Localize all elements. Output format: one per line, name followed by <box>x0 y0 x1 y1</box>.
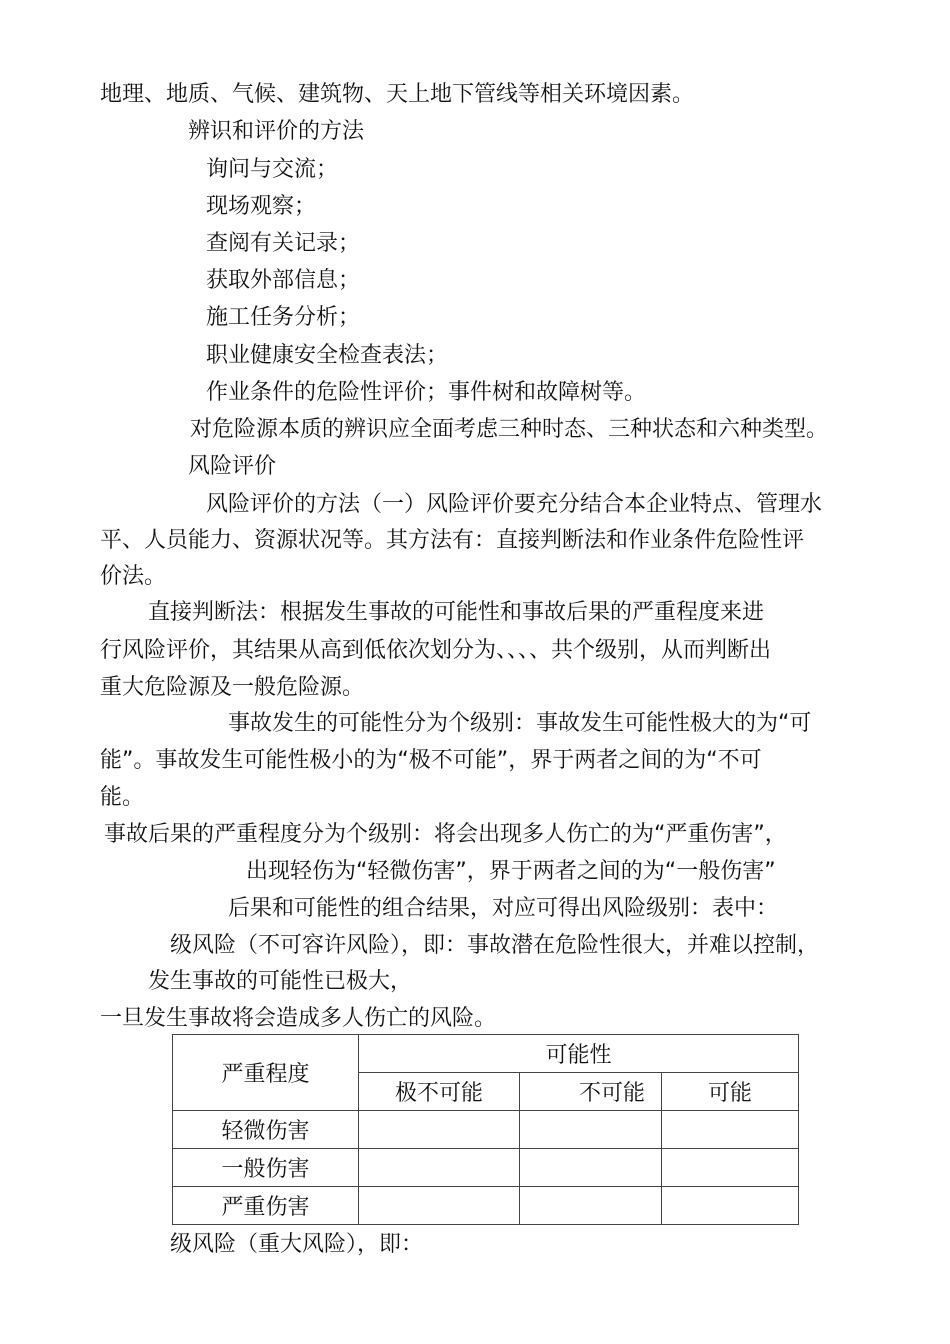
text-line: 出现轻伤为“轻微伤害”，界于两者之间的为“一般伤害” <box>246 859 776 884</box>
table-cell <box>662 1187 799 1225</box>
table-cell <box>359 1111 520 1149</box>
table-cell <box>662 1149 799 1187</box>
text-line: 风险评价的方法（一）风险评价要充分结合本企业特点、管理水 <box>206 492 823 517</box>
column-group-header: 可能性 <box>359 1035 799 1073</box>
text-line: 直接判断法：根据发生事故的可能性和事故后果的严重程度来进 <box>148 600 765 625</box>
table-row <box>173 1187 799 1225</box>
table-cell <box>520 1111 662 1149</box>
column-header: 可能 <box>662 1073 799 1111</box>
table-row <box>173 1111 799 1149</box>
table-cell <box>662 1111 799 1149</box>
row-header-cell: 严重程度 <box>173 1035 359 1111</box>
text-line: 一旦发生事故将会造成多人伤亡的风险。 <box>100 1006 497 1031</box>
text-line: 对危险源本质的辨识应全面考虑三种时态、三种状态和六种类型。 <box>190 417 829 442</box>
table-cell <box>520 1187 662 1225</box>
text-line: 事故后果的严重程度分为个级别：将会出现多人伤亡的为“严重伤害”， <box>104 822 787 847</box>
text-line: 级风险（不可容许风险），即：事故潜在危险性很大，并难以控制， <box>170 933 820 958</box>
text-line: 发生事故的可能性已极大， <box>148 969 413 994</box>
column-header: 不可能 <box>520 1073 662 1111</box>
list-item: 查阅有关记录； <box>206 231 361 256</box>
section-heading: 风险评价 <box>188 454 277 479</box>
list-item: 施工任务分析； <box>206 305 361 330</box>
text-line: 行风险评价，其结果从高到低依次划分为、、、、共个级别，从而判断出 <box>100 638 772 663</box>
text-line: 平、人员能力、资源状况等。其方法有：直接判断法和作业条件危险性评 <box>100 528 805 553</box>
row-label: 轻微伤害 <box>173 1111 359 1149</box>
text-line: 地理、地质、气候、建筑物、天上地下管线等相关环境因素。 <box>100 82 695 107</box>
text-line: 能”。事故发生可能性极小的为“极不可能”，界于两者之间的为“不可 <box>100 748 762 773</box>
table-cell <box>520 1149 662 1187</box>
list-item: 职业健康安全检查表法； <box>206 343 449 368</box>
text-line: 后果和可能性的组合结果，对应可得出风险级别：表中： <box>228 896 779 921</box>
column-header: 极不可能 <box>359 1073 520 1111</box>
table-row <box>173 1149 799 1187</box>
risk-matrix-table <box>172 1034 799 1225</box>
text-line: 能。 <box>100 785 145 810</box>
row-label: 严重伤害 <box>173 1187 359 1225</box>
list-item: 作业条件的危险性评价；事件树和故障树等。 <box>206 380 647 405</box>
text-line: 级风险（重大风险），即： <box>170 1232 424 1257</box>
row-label: 一般伤害 <box>173 1149 359 1187</box>
text-line: 价法。 <box>100 564 167 589</box>
section-heading: 辨识和评价的方法 <box>188 119 365 144</box>
table-cell <box>359 1187 520 1225</box>
list-item: 现场观察； <box>206 194 317 219</box>
text-line: 事故发生的可能性分为个级别：事故发生可能性极大的为“可 <box>228 711 812 736</box>
text-line: 重大危险源及一般危险源。 <box>100 675 365 700</box>
list-item: 获取外部信息； <box>206 268 361 293</box>
list-item: 询问与交流； <box>206 157 339 182</box>
table-cell <box>359 1149 520 1187</box>
